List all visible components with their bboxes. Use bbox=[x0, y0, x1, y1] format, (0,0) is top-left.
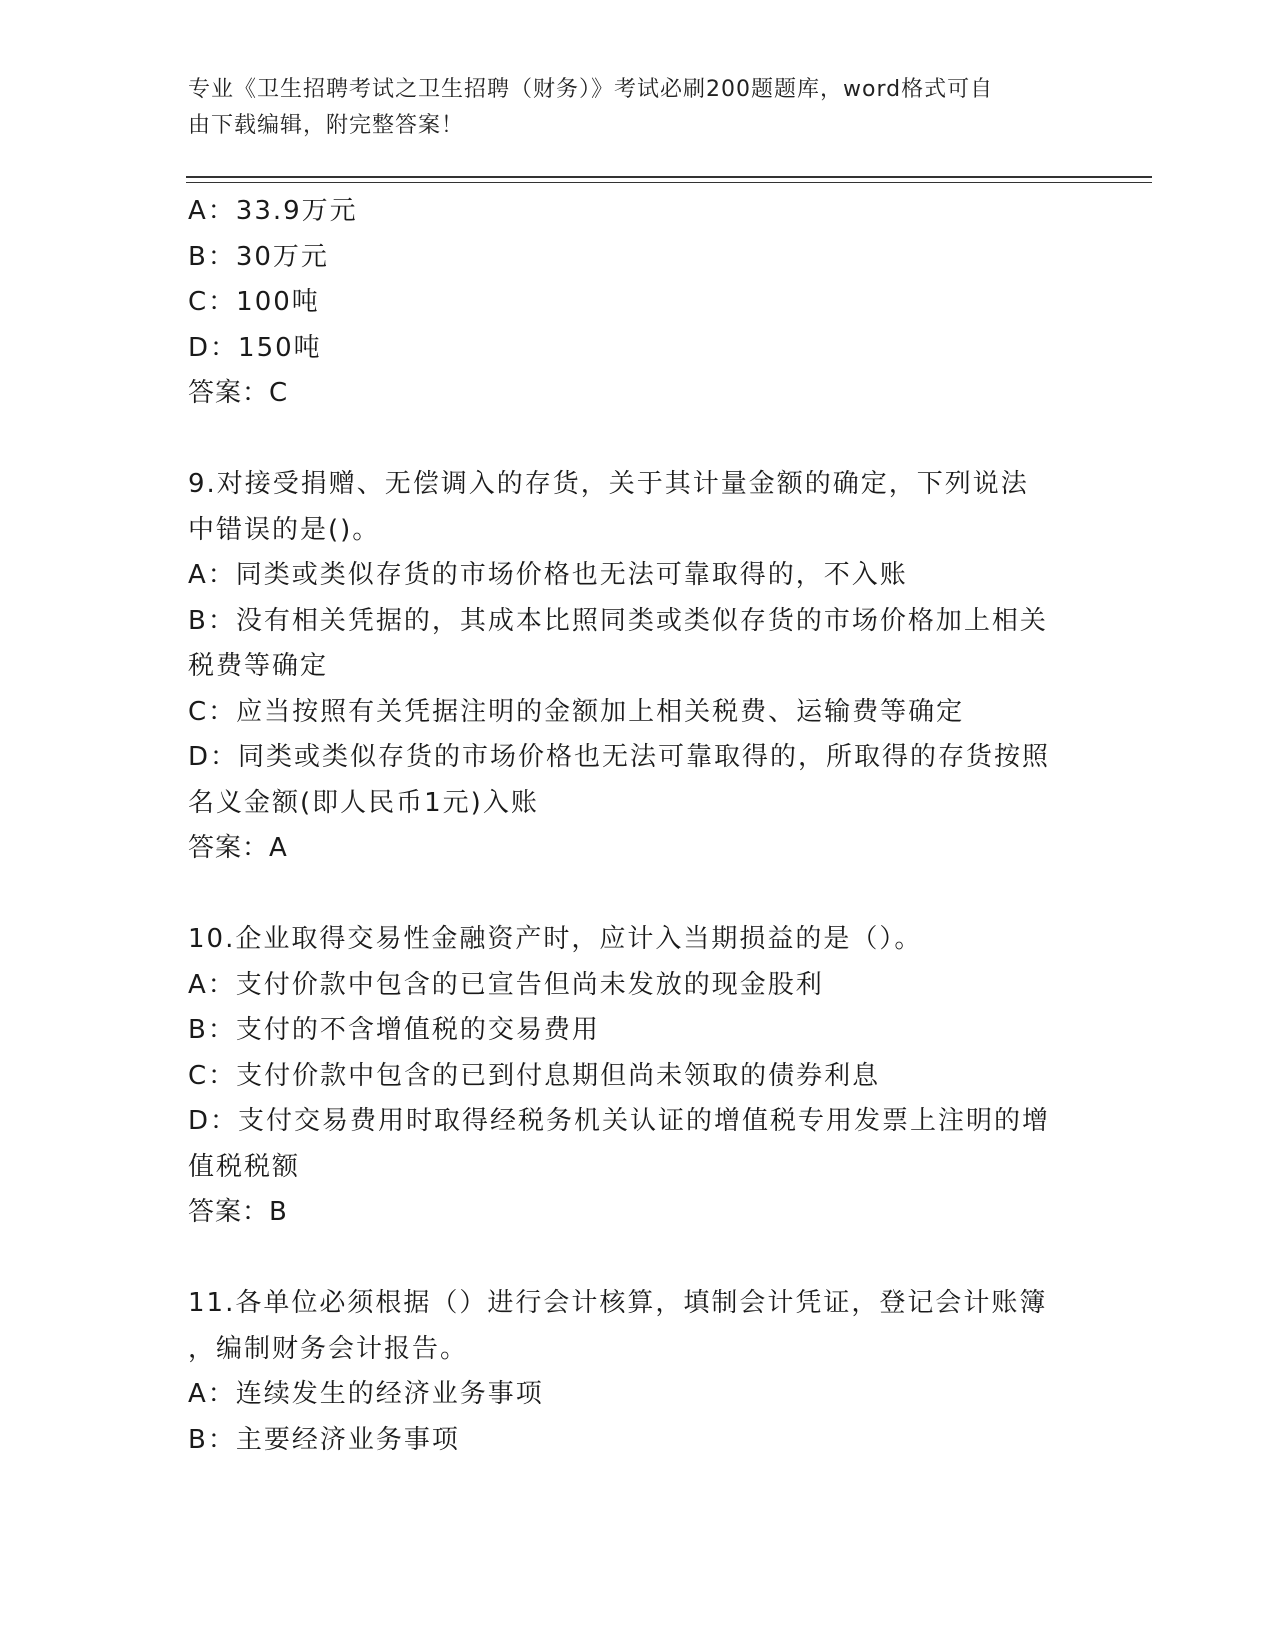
spacer bbox=[188, 417, 1088, 463]
question-10-text-line-1: 10.企业取得交易性金融资产时，应计入当期损益的是（）。 bbox=[188, 924, 923, 954]
question-10-block bbox=[188, 917, 1088, 1236]
header-title-line-2: 由下载编辑，附完整答案！ bbox=[188, 113, 465, 138]
header-divider-thin bbox=[186, 182, 1152, 183]
question-10-option-a: A：支付价款中包含的已宣告但尚未发放的现金股利 bbox=[188, 969, 824, 1000]
question-10-answer: 答案：B bbox=[188, 1197, 288, 1227]
question-9-text-line-1: 9.对接受捐赠、无偿调入的存货，关于其计量金额的确定，下列说法 bbox=[188, 469, 1029, 499]
question-11-text-line-1: 11.各单位必须根据（）进行会计核算，填制会计凭证，登记会计账簿 bbox=[188, 1288, 1048, 1318]
question-list bbox=[188, 189, 1088, 1463]
question-11-option-a: A：连续发生的经济业务事项 bbox=[188, 1379, 544, 1409]
question-9-option-d-line-2: 名义金额(即人民币1元)入账 bbox=[188, 787, 539, 818]
header-divider-thick bbox=[186, 176, 1152, 178]
question-11-option-b: B：主要经济业务事项 bbox=[188, 1424, 460, 1455]
question-9-answer: 答案：A bbox=[188, 833, 288, 863]
spacer bbox=[188, 1236, 1088, 1282]
question-8-option-d: D：150吨 bbox=[188, 332, 322, 363]
question-11-block bbox=[188, 1281, 1088, 1463]
question-8-answer: 答案：C bbox=[188, 378, 289, 408]
question-9-block bbox=[188, 462, 1088, 872]
question-10-option-d-line-2: 值税税额 bbox=[188, 1151, 301, 1182]
question-8-option-b: B：30万元 bbox=[188, 241, 329, 272]
question-10-option-b: B：支付的不含增值税的交易费用 bbox=[188, 1015, 600, 1045]
question-9-option-b-line-2: 税费等确定 bbox=[188, 651, 329, 681]
question-9-option-b-line-1: B：没有相关凭据的，其成本比照同类或类似存货的市场价格加上相关 bbox=[188, 605, 1048, 636]
question-9-option-d-line-1: D：同类或类似存货的市场价格也无法可靠取得的，所取得的存货按照 bbox=[188, 742, 1051, 772]
document-header bbox=[188, 72, 1068, 144]
question-11-text-line-2: ，编制财务会计报告。 bbox=[188, 1333, 469, 1364]
question-8-option-a: A：33.9万元 bbox=[188, 196, 358, 226]
question-9-option-c: C：应当按照有关凭据注明的金额加上相关税费、运输费等确定 bbox=[188, 696, 965, 727]
question-10-option-d-line-1: D：支付交易费用时取得经税务机关认证的增值税专用发票上注明的增 bbox=[188, 1106, 1051, 1136]
question-10-option-c: C：支付价款中包含的已到付息期但尚未领取的债券利息 bbox=[188, 1060, 881, 1091]
question-9-text-line-2: 中错误的是()。 bbox=[188, 514, 381, 545]
question-8-block bbox=[188, 189, 1088, 417]
header-title-line-1: 专业《卫生招聘考试之卫生招聘（财务）》考试必刷200题题库，word格式可自 bbox=[188, 77, 994, 102]
question-8-option-c: C：100吨 bbox=[188, 287, 320, 317]
question-9-option-a: A：同类或类似存货的市场价格也无法可靠取得的，不入账 bbox=[188, 560, 908, 590]
spacer bbox=[188, 872, 1088, 918]
